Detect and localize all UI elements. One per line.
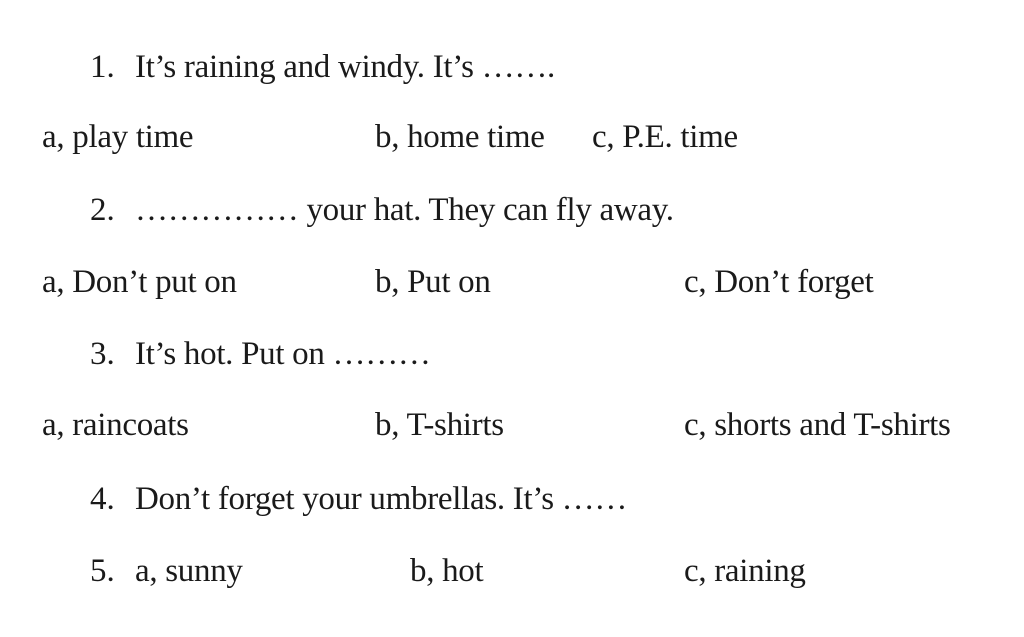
- question-4-option-c: c, raining: [684, 553, 806, 589]
- question-1-option-c: c, P.E. time: [592, 119, 738, 155]
- question-4-option-a: a, sunny: [135, 553, 243, 589]
- stray-list-number: 5.: [90, 553, 115, 589]
- question-2-text: …………… your hat. They can fly away.: [135, 192, 674, 228]
- question-2-option-b: b, Put on: [375, 264, 491, 300]
- question-3-option-a: a, raincoats: [42, 407, 189, 443]
- question-3-option-b: b, T-shirts: [375, 407, 504, 443]
- question-2-option-c: c, Don’t forget: [684, 264, 874, 300]
- question-3-number: 3.: [90, 336, 115, 372]
- question-2-option-a: a, Don’t put on: [42, 264, 237, 300]
- question-4-option-b: b, hot: [410, 553, 484, 589]
- question-4-number: 4.: [90, 481, 115, 517]
- question-1-option-b: b, home time: [375, 119, 545, 155]
- question-3-option-c: c, shorts and T-shirts: [684, 407, 951, 443]
- question-2-number: 2.: [90, 192, 115, 228]
- question-1-number: 1.: [90, 49, 115, 85]
- question-3-text: It’s hot. Put on ………: [135, 336, 431, 372]
- question-1-text: It’s raining and windy. It’s …….: [135, 49, 555, 85]
- question-4-text: Don’t forget your umbrellas. It’s ……: [135, 481, 628, 517]
- question-1-option-a: a, play time: [42, 119, 194, 155]
